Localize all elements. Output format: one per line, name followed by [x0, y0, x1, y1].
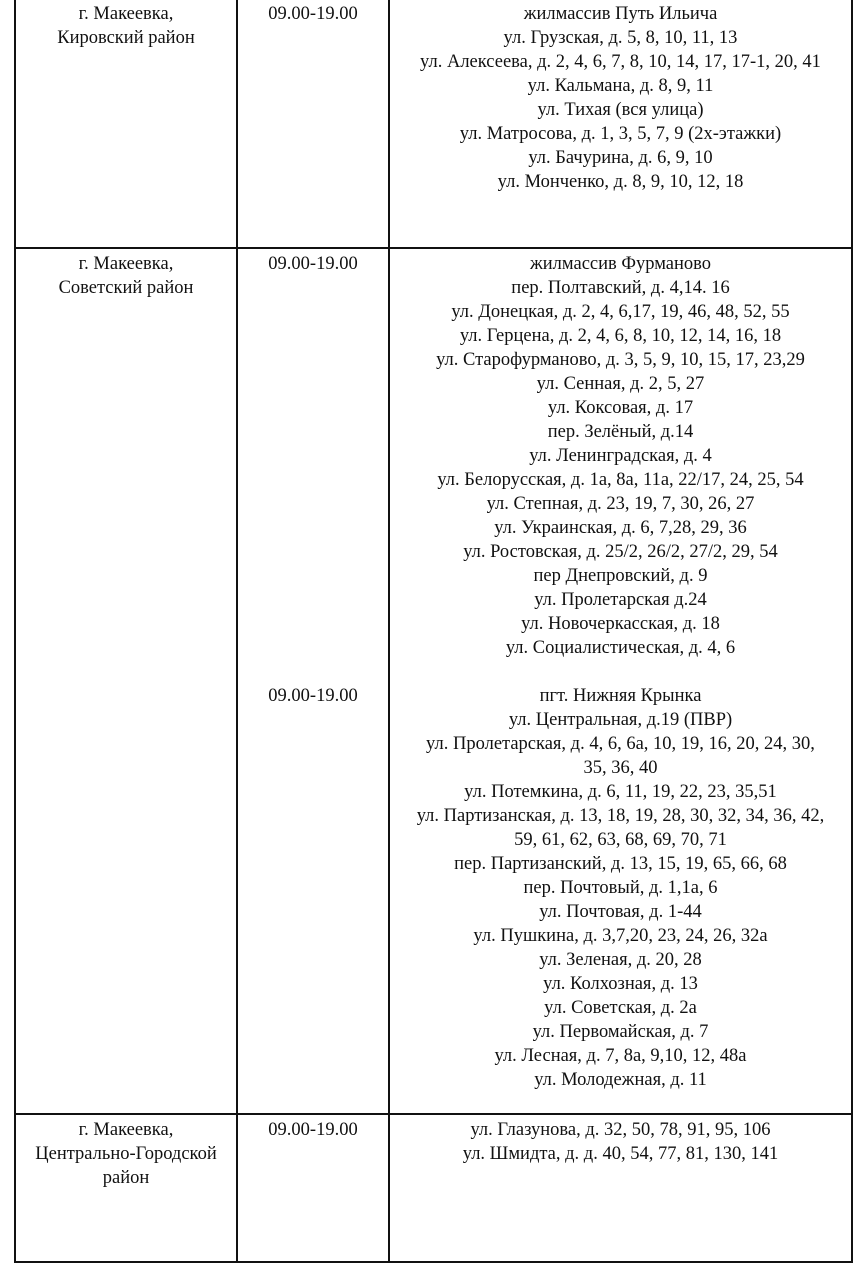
address-line: ул. Тихая (вся улица)	[537, 100, 704, 120]
address-line: 59, 61, 62, 63, 68, 69, 70, 71	[514, 830, 727, 850]
address-line: ул. Пролетарская д.24	[534, 590, 707, 610]
address-line: ул. Советская, д. 2а	[544, 998, 697, 1018]
address-line: ул. Ленинградская, д. 4	[529, 446, 712, 466]
address-line: ул. Колхозная, д. 13	[543, 974, 698, 994]
address-line: ул. Центральная, д.19 (ПВР)	[508, 710, 733, 730]
address-line: ул. Потемкина, д. 6, 11, 19, 22, 23, 35,51	[464, 782, 777, 802]
address-cell	[389, 248, 852, 1114]
time-range: 09.00-19.00	[268, 254, 358, 274]
address-line: ул. Украинская, д. 6, 7,28, 29, 36	[494, 518, 747, 538]
address-line: ул. Пролетарская, д. 4, 6, 6а, 10, 19, 16, 20, 24, 30,	[426, 734, 815, 754]
time-range: 09.00-19.00	[268, 1120, 358, 1140]
table-row	[15, 248, 852, 1114]
address-line: ул. Глазунова, д. 32, 50, 78, 91, 95, 106	[470, 1120, 771, 1140]
address-line: ул. Герцена, д. 2, 4, 6, 8, 10, 12, 14, 16, 18	[459, 326, 782, 346]
table-row	[15, 0, 852, 248]
time-cell	[237, 1114, 389, 1262]
address-line: пгт. Нижняя Крынка	[539, 686, 702, 706]
time-cell	[237, 248, 389, 1114]
address-line: ул. Молодежная, д. 11	[534, 1070, 707, 1090]
address-line: ул. Матросова, д. 1, 3, 5, 7, 9 (2х-этажки)	[459, 124, 782, 144]
address-cell	[389, 1114, 852, 1262]
address-line: ул. Новочеркасская, д. 18	[521, 614, 720, 634]
address-line: ул. Лесная, д. 7, 8а, 9,10, 12, 48а	[494, 1046, 747, 1066]
area-line: Советский район	[58, 278, 194, 298]
time-range: 09.00-19.00	[268, 4, 358, 24]
address-line: ул. Старофурманово, д. 3, 5, 9, 10, 15, 17, 23,29	[436, 350, 805, 370]
address-line: пер. Зелёный, д.14	[547, 422, 694, 442]
area-line: г. Макеевка,	[78, 1120, 174, 1140]
area-cell	[15, 1114, 237, 1262]
address-line: ул. Коксовая, д. 17	[547, 398, 694, 418]
area-line: район	[102, 1168, 150, 1188]
address-line: жилмассив Путь Ильича	[523, 4, 718, 24]
address-line: ул. Зеленая, д. 20, 28	[539, 950, 702, 970]
address-line: ул. Социалистическая, д. 4, 6	[505, 638, 736, 658]
time-cell	[237, 0, 389, 248]
outage-schedule-table	[14, 0, 853, 1263]
address-line: ул. Алексеева, д. 2, 4, 6, 7, 8, 10, 14, 17, 17-1, 20, 41	[420, 52, 821, 72]
address-line: 35, 36, 40	[583, 758, 658, 778]
area-line: Центрально-Городской	[35, 1144, 217, 1164]
address-line: ул. Грузская, д. 5, 8, 10, 11, 13	[503, 28, 738, 48]
address-line: ул. Монченко, д. 8, 9, 10, 12, 18	[497, 172, 744, 192]
address-line: пер. Партизанский, д. 13, 15, 19, 65, 66, 68	[454, 854, 787, 874]
area-cell	[15, 0, 237, 248]
area-line: Кировский район	[57, 28, 195, 48]
table-row	[15, 1114, 852, 1262]
address-line: ул. Степная, д. 23, 19, 7, 30, 26, 27	[486, 494, 755, 514]
address-line: пер. Полтавский, д. 4,14. 16	[511, 278, 730, 298]
address-line: ул. Ростовская, д. 25/2, 26/2, 27/2, 29, 54	[463, 542, 778, 562]
area-cell	[15, 248, 237, 1114]
address-line: ул. Партизанская, д. 13, 18, 19, 28, 30, 32, 34, 36, 42,	[416, 806, 825, 826]
address-line: ул. Бачурина, д. 6, 9, 10	[528, 148, 713, 168]
time-range: 09.00-19.00	[268, 686, 358, 706]
address-line: ул. Первомайская, д. 7	[532, 1022, 709, 1042]
address-line: ул. Пушкина, д. 3,7,20, 23, 24, 26, 32а	[473, 926, 768, 946]
area-line: г. Макеевка,	[78, 4, 174, 24]
address-line: ул. Сенная, д. 2, 5, 27	[536, 374, 705, 394]
address-line: пер. Почтовый, д. 1,1а, 6	[523, 878, 718, 898]
address-line: пер Днепровский, д. 9	[533, 566, 708, 586]
address-line: ул. Почтовая, д. 1-44	[539, 902, 702, 922]
address-line: ул. Белорусская, д. 1а, 8а, 11а, 22/17, 24, 25, 54	[437, 470, 804, 490]
address-cell	[389, 0, 852, 248]
address-line: ул. Донецкая, д. 2, 4, 6,17, 19, 46, 48, 52, 55	[451, 302, 790, 322]
address-line: жилмассив Фурманово	[529, 254, 712, 274]
address-line: ул. Шмидта, д. д. 40, 54, 77, 81, 130, 141	[462, 1144, 779, 1164]
address-line: ул. Кальмана, д. 8, 9, 11	[527, 76, 714, 96]
area-line: г. Макеевка,	[78, 254, 174, 274]
